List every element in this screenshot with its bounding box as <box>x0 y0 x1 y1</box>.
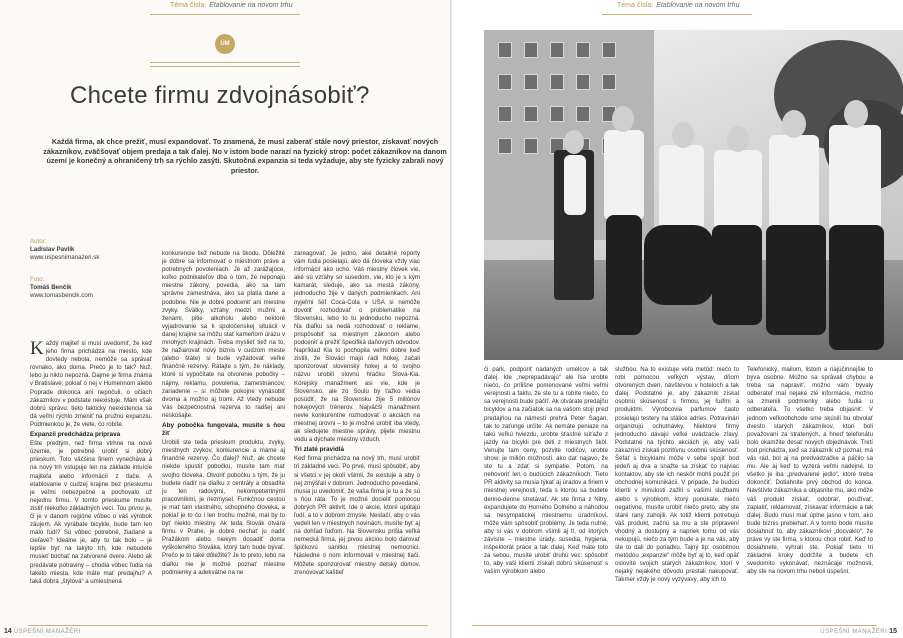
person-figure <box>714 150 762 230</box>
photographer-name: Tomáš Benčík <box>30 284 72 291</box>
author-name: Ladislav Pavlík <box>30 246 75 253</box>
right-folio <box>820 628 897 635</box>
footer-rule <box>28 625 428 626</box>
section-heading: Expanzii predchádza príprava <box>30 431 121 439</box>
running-head-right <box>617 2 739 9</box>
article-title: Chcete firmu zdvojnásobiť? <box>70 82 370 109</box>
photo-label: Foto: <box>30 276 45 283</box>
publication-name-right: ÚSPEŠNÍ MANAŽÉRI <box>820 629 888 635</box>
paragraph: Každý majiteľ si musí uvedomiť, že keď jeho firma prichádza na miesto, kde dovtedy nebola, nemôže sa správať rovnako, ako doma. Prečo je to tak? Nuž, lebo ju nikto nepozná. Dajme je firma známa v Bratislave; pokiaľ o nej v Humennom alebo Poprade dokonca ani nepočuli, o očiach zákazníkov v podstate neexistuje. Mám však dobrú správu: tieto fakticky neexistencia sa dá veľmi rýchlo zmeniť na pružnú expanziu. Podmienkou je, že viete, čo robíte. <box>30 340 152 428</box>
left-column-3 <box>294 250 420 612</box>
person-figure <box>604 130 644 220</box>
running-head-left <box>170 2 292 9</box>
author-website: www.uspesnimanazeri.sk <box>30 254 100 261</box>
section-heading: Tri zlaté pravidlá <box>294 446 345 454</box>
author-label: Autor: <box>30 238 47 245</box>
left-column-1 <box>30 340 152 612</box>
paragraph: Ešte predtým, než firma vtrhne na nové územie, je potrebné urobiť si dobrý prieskum. Toto väčšina firiem vynecháva a na nový trh vstupuje len na základe intuície majiteľa alebo informácií z tlače. A etablovanie v cudzej krajine bez prieskumu je veľmi nebezpečné a pochovalo už nejednu firmu. V tomto prieskume musíte zistiť niekoľko základných vecí. Tou prvou je, či je v danom regióne vôbec o váš výrobok záujem. Ak vyrábate bicykle, bude tam len málo ľudí? Sú vôbec potrebné, žiadané a cieľavé? Ideálne je, aby to tak bolo – je lepšie byť na takýto trh, kde nebudete musieť búchať na zatvorené dvere. Alebo ak predávate potraviny – chodia vôbec ľudia na takéto miesta, kde máte mať predajňu? A taká dobrá „štýlová“ a umiestnená <box>30 440 152 585</box>
page-number-left: 14 <box>4 628 12 635</box>
paragraph: Urobili ste teda prieskum produktu, zvyky, miestnych zvykov, konkurencie a máme aj finančné rezervy. Čo ďalej? Nuž, ak chcete niekde spustiť pobočku, musíte tam mať svojho človeka. Otvoriť pobočku s tým, že ju budete riadiť na diaľku z centrály a obsadíte ju len radovými, nekompetentnými pracovníkmi, je nezmysel. Funkčnou cestou je mať tam vlastného, schopného človeka, a pokiaľ je to čo i len trochu možné, mal by to byť niekto miestny. Ak teda Slovák otvára firmu v Prahe, je dobré nechať ju riadiť Pražákom alebo niekým dosadiť doma vyškoleného Slováka, ktorý tam bude bývať. Prečo je to také dôležité? Je to preto, lebo na diaľku nie je možné poznať miestne podmienky a adekvátne na ne <box>162 439 285 576</box>
person-figure <box>829 125 881 230</box>
header-rule <box>150 14 300 15</box>
right-column-1 <box>484 366 608 610</box>
left-folio <box>4 628 81 635</box>
section-heading: Aby pobočka fungovala, musíte s ňou žiť <box>162 421 285 438</box>
right-column-2 <box>615 366 739 610</box>
ornament-line-bottom <box>150 66 300 67</box>
person-figure <box>769 135 819 230</box>
publication-name-left: ÚSPEŠNÍ MANAŽÉRI <box>13 629 81 635</box>
paragraph: službou. Na to existuje veľa metód: niečo to robí pomocou veľkých výstav, dňom otvorených dverí, návštevou v hoteloch a tak ďalej. Podstatné je, aby zákazník získal osobnú skúsenosť s firmou, jej ľuďmi a produktmi. Výrobcovia parfumov často posielajú testery na stálice adries. Potravinári organizujú ochutnávky. Niektoré firmy jednoducho dávajú veľké uvádzacie zľavy. Podstatné na týchto akciách je, aby vaši zákazníci získali pozitívnu osobnú skúsenosť. Šéfať s bicyklami môže v sebe spojiť bod jedeň aj dva a snažte sa získať čo najviac kontaktov, aby ste ich neskôr mohli použiť pri obchodnej komunikácii. V prípade, že budúci klienti v minulosti zažili s vašimi službami alebo s výrobkom, ktorý ponúkate, niečo negatívne, musíte urobiť niečo preto, aby ste staré rany zahojili. Ak totiž klienti potrebujú váš produkt, začnú sa mu a ste pripravení vhodný a dostupný a napriek tomu od vás nekupujú, niečo za tým bude a je na vás, aby ste to dali do poriadku. Tajný tip: osobitnou metódou „expanzie“ môže byť aj to, keď opäť oslovíte svojich starých zákazníkov, ktorí v nejaký nejakého dôvodu prestali nakupovať. Takmer vždy je nový vyzývavý, aby ich to <box>615 366 739 584</box>
paragraph: zareagovať. Je jedno, aké detailné reporty vám ľudia posielajú, ako dá človeka vždy viac informácií ako ucho. Váš miestny človek vie, aké sú vzťahy so susedom, vie, kto je s kým kamarát, sleduje, ako sa mestá zákony, jednoducho žije v daných podmienkach. Ani nyjeľmi šéf Coca-Cola v USA si nemôže dovoliť rozhodovať o problematike na Slovensku, lebo to tu jednoducho nepozná. Na diaľku sa nedá rozhodovať o reklame, prispôsobiť sa miestnym zákonom alebo podceniť a prežiť špecifiká daňových odvodov. Napríklad Kia to pochopila veľmi dobre keď zistili, že Slováci majú radi hokej, začali sponzorovať slovenský hokej a to svojho názvu urobili slovnú hračku Slova-Kia. Kórejský manažment asi vie, kde je Slovensko, ale zo Soulu by ťažko vedia posúdiť, že na Slovensku žije 5 miliónov hokejových trénerov. Najväčší manažment nevie konkurentne rozhodovať o akciách na miestnej úrovni – to je možné urobiť iba vtedy, ak sledujete miestne správy, pijete miestnu vodu a dýchate miestny vzduch. <box>294 250 420 444</box>
page-number-right: 15 <box>889 628 897 635</box>
topic-label: Téma čísla: <box>170 2 207 9</box>
paragraph: či park, podporiť nadaných umelcov a tak ďalej. Ide „neprepadávajú“ ale ľsa urobte niečo, čo prílišne pomenované veľmi veľmi verejnosti a faktu, že ste tu a robíte niečo, čo sa verejnosti bude páčiť. Ak otvárate predajňu bicyklov a na začiatok sa na vašom stojí pred predajňou na námestí prehrá Peter Sagan, tak to zaťungé určite. Ak nemáte peniaze na takú veľkú hviezdu, urobte šťastné súťaže z jazdy na bicykli pre deti z miestnych škôl. Venujte tam ceny, pozvite rodičov, urobte show: je milión možností, ako dať najavo, že ste tu a zdať si sympatie. Potom, na nehovoriť len o budúcich zákazníkoch. Tieto PR aktivity sa musia týkať aj úradov a firiem v miestnej verejnosti, teda s ktorou sa budete denno-denne stretávať. Ak ste firma z Nitry, expandujete do Horného Dolného a náhodou sa nesympatickej miestnemu úradníkovi, môže vám spôsobiť problémy. Je teda nutné, aby si vás v dobrom všimli aj tí, od ktorých závisíte – miestne úrady, susedia, hygiena, inšpektorát práce a tak ďalej. Keď máte toto za sebou, musíte urobiť druhú vec: spôsobiť to, aby vaši klienti získali dobrú skúsenosť s vaším výrobkom alebo <box>484 366 608 576</box>
person-figure <box>659 145 704 230</box>
article-lead: Každá firma, ak chce prežiť, musí expandovať. To znamená, že musí zaberať stále nový priestor, získavať nových zákazníkov, zväčšovať objem predaja a tak ďalej. No v istom bode narazí na fyzický strop: počet zákazníkov na danom území je konečný a ohraničený trh sa rýchlo zasýti. Skutočná expanzia si teda vyžaduje, aby ste fyzicky zabrali nový priestor. <box>43 137 447 175</box>
topic-label: Téma čísla: <box>617 2 654 9</box>
left-column-2 <box>162 250 285 612</box>
group-photo <box>484 30 903 360</box>
paragraph: Telefonický, mailom, listom a najúčinnejšie to býva osobne. Možno sa správali chybou a treba sa napraviť, možno vám bývaly odberateľ mal nejaké zlé informácie, možno sa zmenili podmienky alebo ľudia u odberateľa. To všetko treba objasniť. V jednom veľkoobchode sme skúsili bu obvolať dvesto starých zákazníkov, ktorí boli považovaní za stratených, a hneď telefonátu bolo okamžite desať nových objednávok. Tretí bod prichádza, keď sa zákazník už poznal, má vás rád, bol aj na predvádzačke a páčilo sa mu. Ale aj keď to vyzerá veľmi nádejné, to všetko je iba „predvarené jedlo“, ktoré treba dokončiť. Dotiahnite prvý obchod do konca. Navštívte zákazníka a objasnite mu, ako môže váš produkt získať, odobrať, používať, zaplatiť, reklamovať, získavať informácie a tak ďalej. Budú musí mať úplne jasno v tom, ako bude biznis prebiehať. A v tomto bode musíte dosiahnuť to, aby zákazníkovi „docvaklo“, že práve vy ste firma, s ktorou chce robiť. Keď to dosiahnete, vyhrali ste. Pokiaľ tieto tri základné kroky dodržíte a budete ich svedomito vykonávať, neznácaje možnosti, aby ste na novom trhu neboli úspešní. <box>747 366 873 576</box>
right-column-3 <box>747 366 873 610</box>
credits-box <box>30 238 150 314</box>
topic-text: Etablovanie na novom trhu <box>209 2 293 9</box>
paragraph: konkurencie tiež nebude na škodu. Dôležité je dobre sa informovať o miestnom práve a potrebných povoleniach. Je až zarážajúce, koľko podnikateľov dbá o tom, že neponajú miestne zákony, povedia, ako sa tam správne zamestnáva, ako sa platia dane a podobne. Nie je dobré podceniť ani miestne zvyky. Svätky, vzťahy medzi mužmi a ženami, pitie alkoholu alebo nektoré vyjadrovanie sa k spoločenskej situácii v danej krajine sa môžu stať kameňom úrazu v mnohých krajinách. Treba myslieť tiež na to, že nažiarovať nový biznis v cudzom meste (alebo štáte) si bude vyžadovať veľké finančné rezervy. Rátajte s tým, že náklady, ktoré si vypočítate na otvorenie pobočky – nájmy, reklamu, povolenia, zamestnancov, zariadenie – si môžete pokojne vynásobiť dvoma a možno aj tromi. Až vtedy nebude Vás bezpečnostná rezerva to radšej ani neskúšajte. <box>162 250 285 419</box>
drop-cap: K <box>30 340 44 359</box>
left-page <box>0 0 451 638</box>
paragraph: Keď firma prichádza na nový trh, musí urobiť tri základné veci. Po prvé, musí spôsobiť, aby si všetci v jej okolí všimli, že existuje a aby o nej zmýšľali v dobrom. Jednoducho povedané, musia ju uvedomiť, že vaša firma je tu a že sú s ňou ráta. To je možné docieliť pomocou dobrých PR aktivít. Ide o akcie, ktoré upútajú ľudí, a to v dobrom zmysle. Nestačí, aby o vás vedeli len v miestnych novinách, musíte byť aj na dohľad ľuďom. Na Slovensku prišla veľká nemecká firma, jej prvou akciou bolo darovať špičkovú sanitku miestnej nemocnici. Následne o nom informovali v miestnej tlači. Môžete sponzorovať miestny detský domov, zrenovovať kaštieľ <box>294 455 420 576</box>
right-page <box>452 0 903 638</box>
magazine-logo-badge: ÚM <box>215 34 235 54</box>
ornament-line-top <box>150 62 300 63</box>
photographer-website: www.tomasbencik.com <box>30 292 93 299</box>
footer-rule <box>472 625 877 626</box>
header-rule <box>602 14 752 15</box>
topic-text: Etablovanie na novom trhu <box>656 2 740 9</box>
